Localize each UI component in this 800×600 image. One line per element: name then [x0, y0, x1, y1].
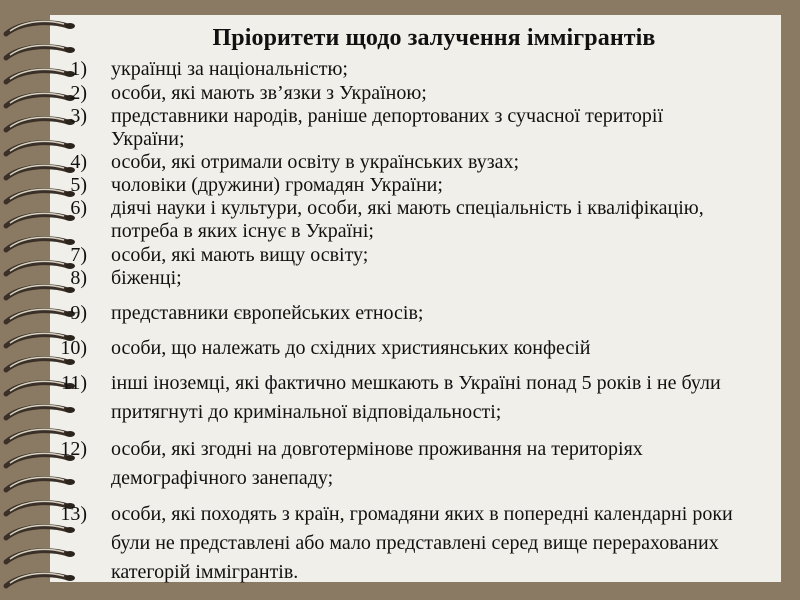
list-text: особи, які мають вищу освіту;	[111, 244, 369, 266]
list-number: 4)	[70, 151, 87, 173]
list-text: українці за національністю;	[111, 58, 348, 80]
list-text: біженці;	[111, 267, 182, 289]
list-number: 11)	[61, 372, 87, 394]
list-text: особи, які згодні на довготермінове проживання на територіях демографічного занепаду;	[111, 438, 643, 489]
list-text: інші іноземці, які фактично мешкають в Україні понад 5 років і не були притягнуті до кримінальної відповідальності;	[111, 372, 721, 423]
ring-hole	[65, 575, 75, 581]
list-text: чоловіки (дружини) громадян України;	[111, 174, 443, 196]
list-text: особи, які походять з країн, громадяни яких в попередні календарні роки були не представлені або мало представлені серед вище перерахованих категорій іммігрантів.	[111, 503, 733, 583]
list-text: представники європейських етносів;	[111, 302, 424, 324]
list-number: 3)	[70, 105, 87, 127]
ring-hole	[65, 551, 75, 557]
list-number: 6)	[70, 197, 87, 219]
list-text: діячі науки і культури, особи, які мають спеціальність і кваліфікацію, потреба в яких існує в Україні;	[111, 197, 704, 242]
list-text: особи, що належать до східних християнських конфесій	[111, 337, 591, 359]
list-number: 10)	[60, 337, 87, 359]
ring-hole	[65, 407, 75, 413]
list-number: 5)	[70, 174, 87, 196]
ring-hole	[65, 479, 75, 485]
list-number: 2)	[70, 82, 87, 104]
list-number: 13)	[60, 503, 87, 525]
ring-hole	[65, 143, 75, 149]
list-number: 7)	[70, 244, 87, 266]
list-text: представники народів, раніше депортованих з сучасної території України;	[111, 105, 664, 150]
list-text: особи, які отримали освіту в українських вузах;	[111, 151, 520, 173]
list-text: особи, які мають зв’язки з Україною;	[111, 82, 427, 104]
page-title: Пріоритети щодо залучення іммігрантів	[212, 25, 656, 51]
list-number: 12)	[60, 438, 87, 460]
list-number: 1)	[70, 58, 87, 80]
list-number: 8)	[70, 267, 87, 289]
list-number: 9)	[70, 302, 87, 324]
